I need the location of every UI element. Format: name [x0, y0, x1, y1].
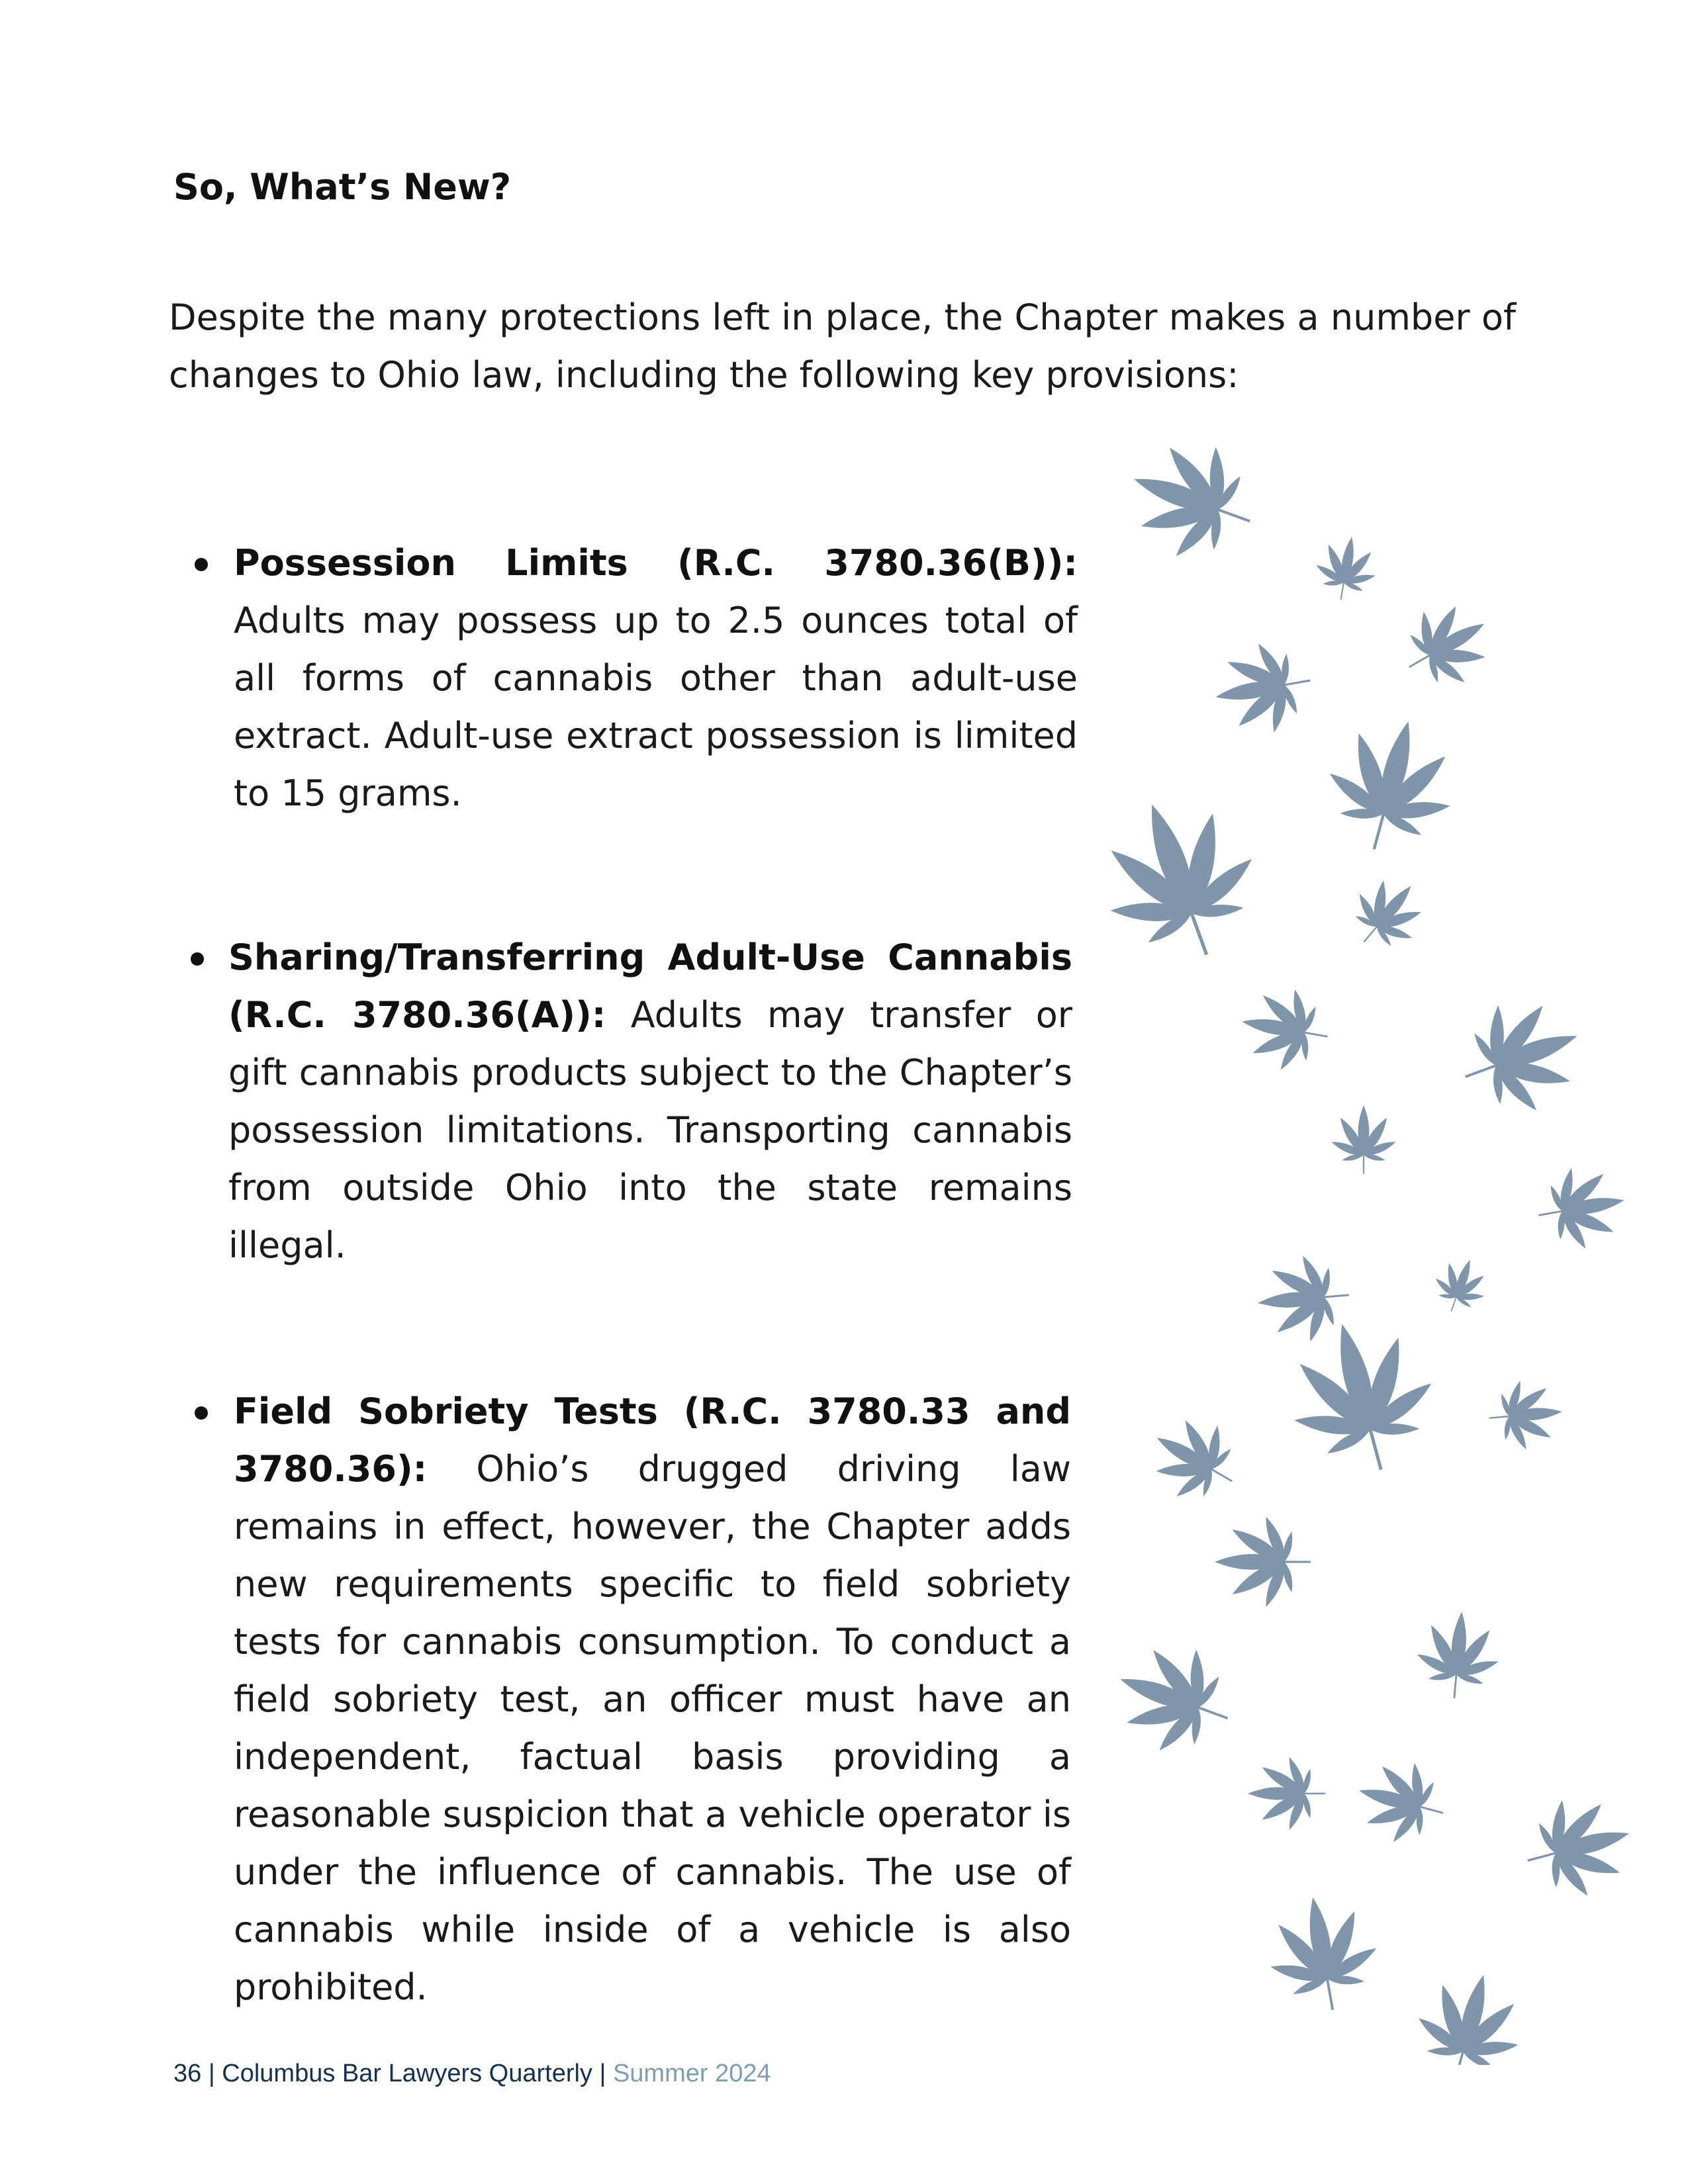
bullet-icon: [195, 1406, 208, 1420]
cannabis-leaf-icon: [1336, 863, 1438, 965]
cannabis-leaf-icon: [1403, 1961, 1536, 2065]
cannabis-leaf-icon: [1235, 979, 1335, 1079]
cannabis-leaf-icon: [1086, 778, 1280, 981]
bullet-icon: [191, 952, 204, 966]
page-footer: [173, 2057, 771, 2090]
cannabis-leaf-icon: [1215, 1515, 1311, 1609]
intro-paragraph: Despite the many protections left in place, the Chapter makes a number of changes to Ohio law, including the following key provisions:: [169, 296, 1516, 396]
publication-name: Columbus Bar Lawyers Quarterly: [222, 2060, 592, 2087]
cannabis-leaf-icon: [1515, 1784, 1643, 1911]
section-heading: So, What’s New?: [173, 166, 512, 208]
cannabis-leaf-icon: [1531, 1158, 1631, 1257]
cannabis-leaf-icon: [1426, 1251, 1495, 1321]
provision-sharing-transferring: [228, 929, 1072, 1274]
provision-title: Sharing/Transferring Adult-Use Cannabis (R.C. 3780.36(A)):: [228, 936, 1072, 1036]
page-number: 36: [173, 2060, 202, 2087]
cannabis-leaf-icon: [1248, 1755, 1325, 1831]
cannabis-leaf-icon: [1486, 1376, 1565, 1454]
cannabis-leaf-icon: [1135, 1401, 1253, 1518]
provision-field-sobriety-tests: [234, 1383, 1071, 2016]
cannabis-leaf-icon: [1310, 531, 1383, 606]
cannabis-leaf-icon: [1270, 1305, 1452, 1489]
cannabis-leaf-icon: [1102, 1627, 1247, 1771]
cannabis-leaf-icon: [1113, 437, 1271, 578]
cannabis-leaf-icon: [1388, 587, 1506, 704]
cannabis-leaf-icon: [1348, 1749, 1454, 1854]
cannabis-leaf-icon: [1207, 634, 1318, 743]
provision-title: Possession Limits (R.C. 3780.36(B)):: [234, 542, 1078, 584]
cannabis-leaves-decoration: [1086, 437, 1648, 2065]
cannabis-leaf-icon: [1330, 1105, 1397, 1174]
bullet-icon: [195, 558, 208, 571]
cannabis-leaf-icon: [1412, 1608, 1505, 1702]
cannabis-leaf-icon: [1258, 1888, 1388, 2019]
provision-possession-limits: [234, 534, 1078, 822]
cannabis-leaf-icon: [1311, 704, 1472, 866]
provision-body: Adults may transfer or gift cannabis products subject to the Chapter’s possession limitations. Transporting cannabis from outside Ohio into the state remains illegal.: [228, 994, 1072, 1266]
cannabis-leaf-icon: [1254, 1250, 1352, 1347]
provision-title: Field Sobriety Tests (R.C. 3780.33 and 3780.36):: [234, 1390, 1071, 1490]
footer-separator: |: [208, 2060, 215, 2087]
provision-body: Adults may possess up to 2.5 ounces total of all forms of cannabis other than adult-use extract. Adult-use extract possession is limited to 15 grams.: [234, 600, 1078, 814]
footer-separator: |: [599, 2060, 606, 2087]
provision-body: Ohio’s drugged driving law remains in effect, however, the Chapter adds new requirements specific to field sobriety tests for cannabis consumption. To conduct a field sobriety test, an officer must have an independent, factual basis providing a reasonable suspicion that a vehicle operator is under the influence of cannabis. The use of cannabis while inside of a vehicle is also prohibited.: [234, 1448, 1071, 2008]
cannabis-leaf-icon: [1445, 981, 1597, 1132]
issue-season: Summer 2024: [612, 2060, 771, 2087]
